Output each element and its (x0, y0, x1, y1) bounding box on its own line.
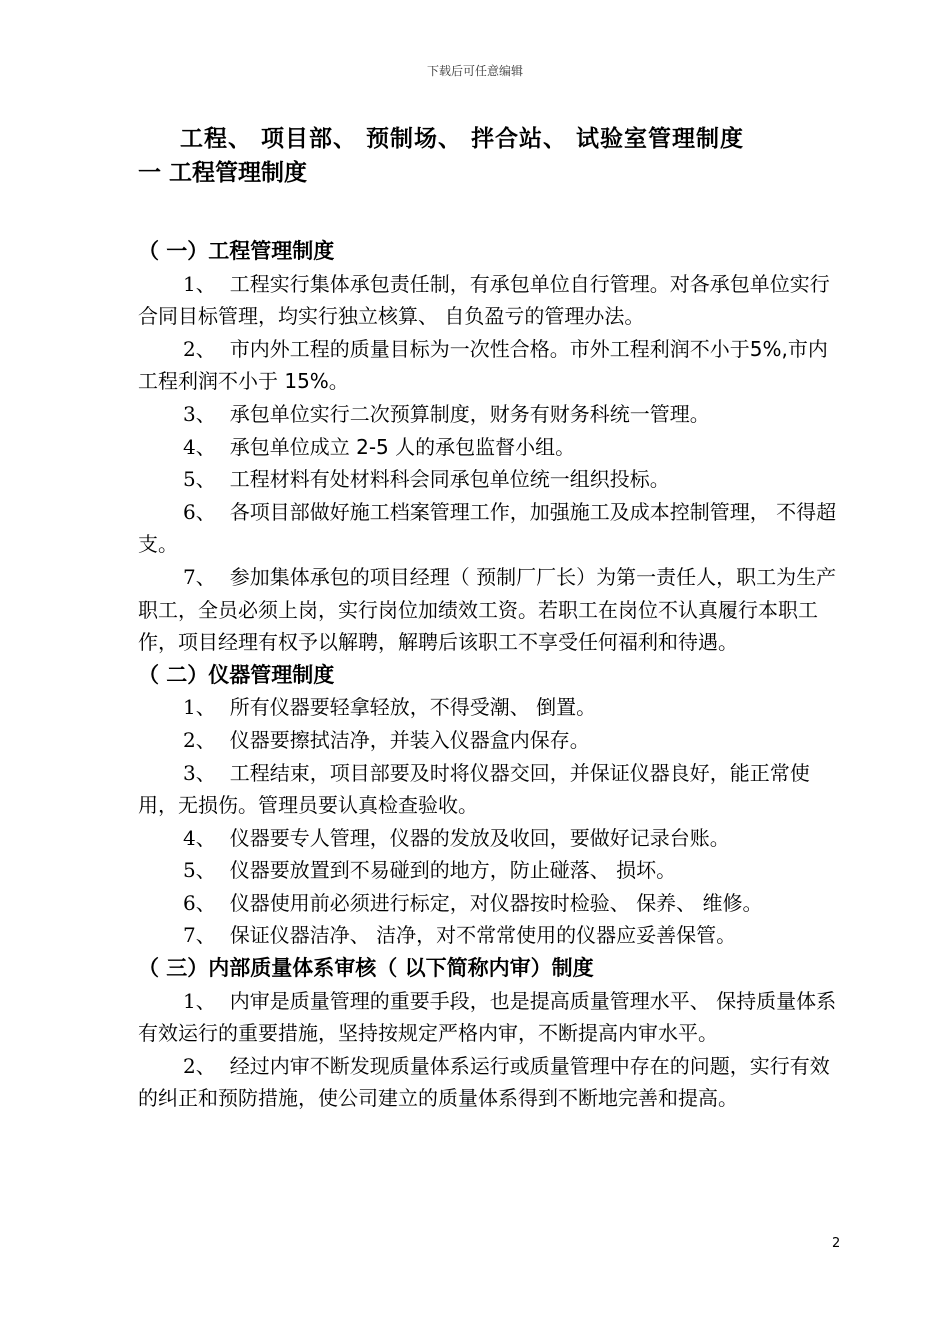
item-text: 市内外工程的质量目标为一次性合格。市外工程利润不小于5%,市内工程利润不小于 15%。 (138, 336, 828, 394)
item-number: 1、 (183, 695, 216, 720)
item-number: 7、 (183, 564, 216, 589)
page-number: 2 (832, 1236, 841, 1251)
item-number: 4、 (183, 434, 216, 459)
item-text: 工程材料有处材料科会同承包单位统一组织投标。 (229, 467, 670, 492)
item-text: 承包单位成立 2-5 人的承包监督小组。 (229, 434, 576, 459)
page-header: 下载后可任意编辑 (426, 64, 523, 78)
item-number: 5、 (183, 858, 216, 883)
list-item (138, 985, 842, 1050)
list-item (138, 496, 842, 561)
list-item (138, 398, 842, 431)
item-number: 6、 (183, 499, 216, 524)
item-number: 2、 (183, 336, 216, 361)
list-item (138, 854, 842, 887)
list-item (138, 887, 842, 920)
item-number: 3、 (183, 401, 216, 426)
item-text: 所有仪器要轻拿轻放，不得受潮、 倒置。 (229, 695, 597, 720)
item-text: 参加集体承包的项目经理（ 预制厂厂长）为第一责任人，职工为生产职工，全员必须上岗，实行岗位加绩效工资。若职工在岗位不认真履行本职工作，项目经理有权予以解聘，解聘后该职工不享受任何福利和待遇。 (138, 564, 837, 655)
item-text: 保证仪器洁净、 洁净，对不常常使用的仪器应妥善保管。 (229, 923, 737, 948)
list-item (138, 268, 842, 333)
item-number: 2、 (183, 727, 216, 752)
chapter-heading: 一 工程管理制度 (138, 160, 308, 186)
list-item (138, 561, 842, 659)
list-item (138, 1050, 842, 1115)
item-text: 经过内审不断发现质量体系运行或质量管理中存在的问题，实行有效的纠正和预防措施，使公司建立的质量体系得到不断地完善和提高。 (138, 1053, 830, 1111)
item-text: 仪器使用前必须进行标定，对仪器按时检验、 保养、 维修。 (229, 890, 763, 915)
item-number: 2、 (183, 1053, 216, 1078)
item-text: 承包单位实行二次预算制度，财务有财务科统一管理。 (229, 401, 710, 426)
item-text: 内审是质量管理的重要手段，也是提高质量管理水平、 保持质量体系有效运行的重要措施，坚持按规定严格内审，不断提高内审水平。 (138, 988, 837, 1046)
item-text: 仪器要专人管理，仪器的发放及收回，要做好记录台账。 (229, 825, 730, 850)
item-text: 工程结束，项目部要及时将仪器交回，并保证仪器良好，能正常使用，无损伤。管理员要认真检查验收。 (138, 760, 810, 818)
list-item (138, 757, 842, 822)
section-heading: （ 三）内部质量体系审核（ 以下简称内审）制度 (138, 956, 594, 981)
section-heading: （ 一）工程管理制度 (138, 239, 335, 263)
item-number: 5、 (183, 467, 216, 492)
item-number: 6、 (183, 890, 216, 915)
document-title: 工程、 项目部、 预制场、 拌合站、 试验室管理制度 (180, 126, 745, 152)
list-item (138, 724, 842, 757)
item-number: 3、 (183, 760, 216, 785)
document-body (138, 235, 842, 1115)
item-number: 1、 (183, 988, 216, 1013)
list-item (138, 919, 842, 952)
item-number: 7、 (183, 923, 216, 948)
item-number: 1、 (183, 271, 216, 296)
item-text: 工程实行集体承包责任制，有承包单位自行管理。对各承包单位实行合同目标管理，均实行独立核算、 自负盈亏的管理办法。 (138, 271, 830, 329)
item-text: 仪器要放置到不易碰到的地方，防止碰落、 损坏。 (229, 858, 677, 883)
list-item (138, 431, 842, 464)
item-text: 仪器要擦拭洁净，并装入仪器盒内保存。 (229, 727, 590, 752)
section-heading: （ 二）仪器管理制度 (138, 662, 335, 687)
list-item (138, 822, 842, 855)
item-text: 各项目部做好施工档案管理工作，加强施工及成本控制管理， 不得超支。 (138, 499, 837, 557)
list-item (138, 333, 842, 398)
item-number: 4、 (183, 825, 216, 850)
list-item (138, 691, 842, 724)
list-item (138, 463, 842, 496)
